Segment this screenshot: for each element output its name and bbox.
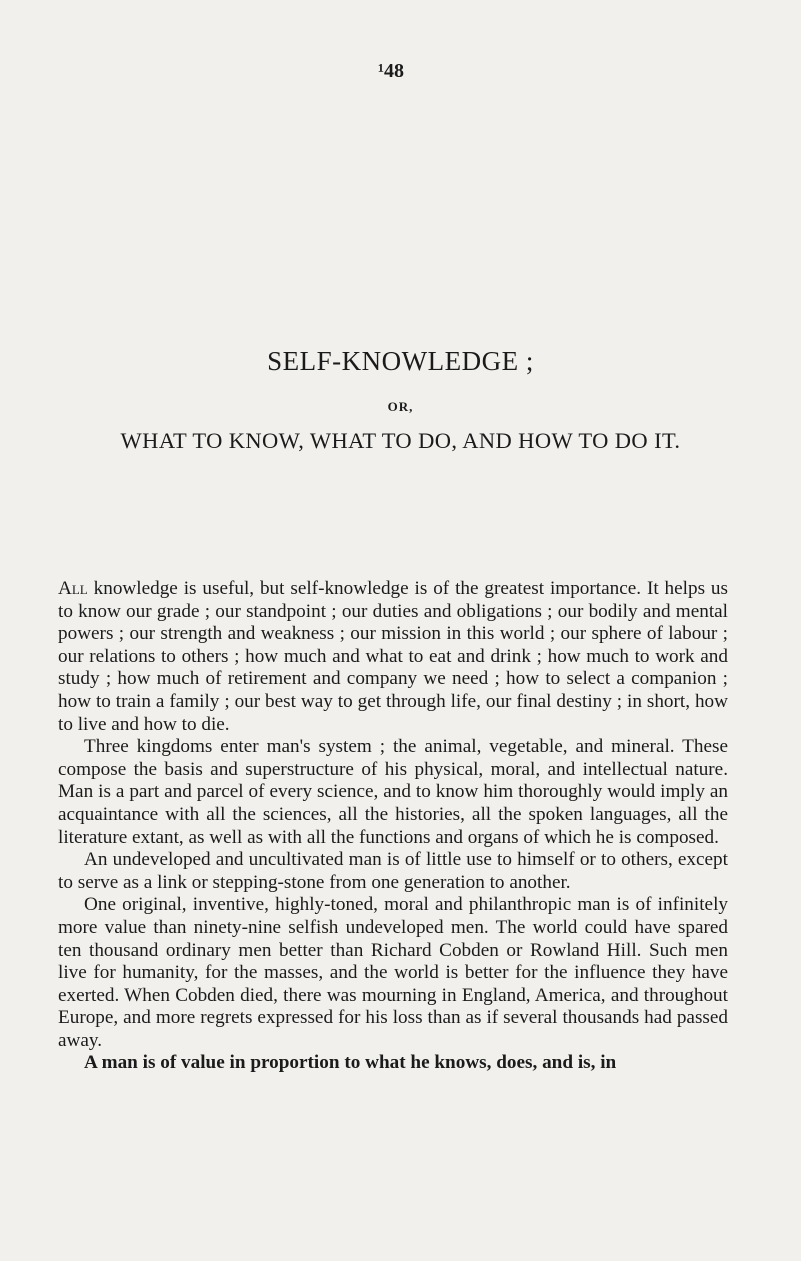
paragraph-2: Three kingdoms enter man's system ; the animal, vegetable, and mineral. These compose the basis and superstructure of his physical, moral, and intellectual nature. Man is a part and parcel of every science, and to know him thoroughly would imply an acquaintance with all the sciences, all the histories, all the spoken languages, all the literature extant, as well as with all the functions and organs of which he is composed. xyxy=(58,736,728,848)
body-text xyxy=(58,578,728,1075)
paragraph-5: A man is of value in proportion to what he knows, does, and is, in xyxy=(84,1052,617,1074)
paragraph-4: One original, inventive, highly-toned, moral and philanthropic man is of infinitely more value than ninety-nine selfish undeveloped men. The world could have spared ten thousand ordinary men better than Richard Cobden or Rowland Hill. Such men live for humanity, for the masses, and the world is better for the influence they have exerted. When Cobden died, there was mourning in England, America, and throughout Europe, and more regrets expressed for his loss than as if several thousands had passed away. xyxy=(58,894,728,1051)
paragraph-1-lead-word: All xyxy=(58,578,88,599)
page-mark: ¹48 xyxy=(378,60,404,82)
page-title: SELF-KNOWLEDGE ; xyxy=(267,346,534,376)
paragraph-3: An undeveloped and uncultivated man is of little use to himself or to others, except to serve as a link or stepping-stone from one generation to another. xyxy=(58,849,728,893)
title-connector: OR, xyxy=(387,399,414,414)
paragraph-1-text: knowledge is useful, but self-knowledge is of the greatest importance. It helps us to know our grade ; our standpoint ; our duties and obligations ; our bodily and mental powers ; our strength and weakness ; our mission in this world ; our sphere of labour ; our relations to others ; how much and what to eat and drink ; how much to work and study ; how much of retirement and company we need ; how to select a companion ; how to train a family ; our best way to get through life, our final destiny ; in short, how to live and how to die. xyxy=(58,578,728,735)
page-subtitle: WHAT TO KNOW, WHAT TO DO, AND HOW TO DO IT. xyxy=(120,428,681,453)
paragraph-1 xyxy=(58,578,728,736)
